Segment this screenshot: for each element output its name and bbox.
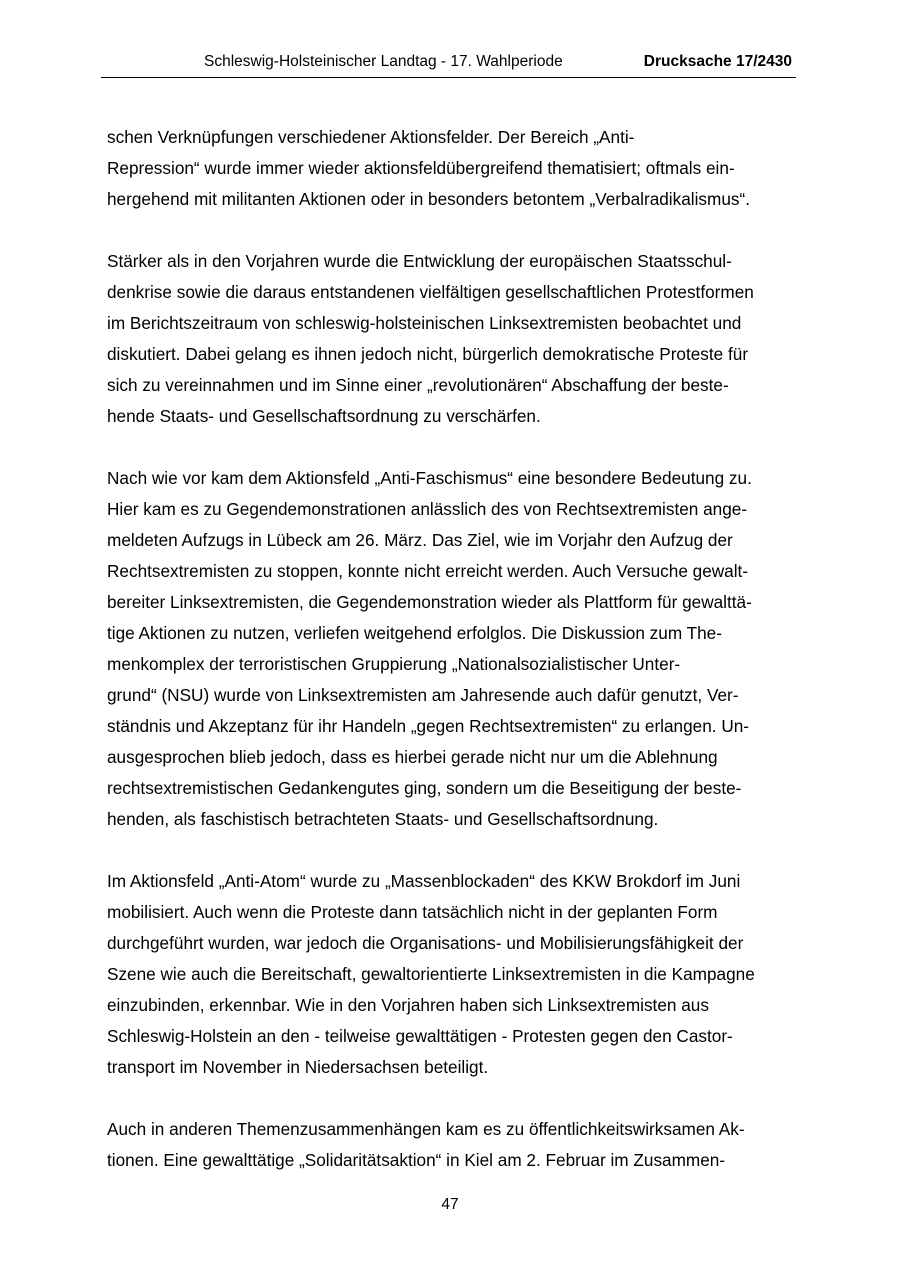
paragraph: [107, 246, 797, 432]
text-line: grund“ (NSU) wurde von Linksextremisten am Jahresende auch dafür genutzt, Ver-: [107, 685, 739, 705]
document-number: Drucksache 17/2430: [643, 53, 792, 70]
page-header: [101, 51, 796, 78]
text-line: sich zu vereinnahmen und im Sinne einer „revolutionären“ Abschaffung der beste-: [107, 375, 729, 395]
text-line: henden, als faschistisch betrachteten Staats- und Gesellschaftsordnung.: [107, 809, 659, 829]
text-line: Nach wie vor kam dem Aktionsfeld „Anti-Faschismus“ eine besondere Bedeutung zu.: [107, 468, 752, 488]
text-line: ständnis und Akzeptanz für ihr Handeln „gegen Rechtsextremisten“ zu erlangen. Un-: [107, 716, 750, 736]
text-line: Stärker als in den Vorjahren wurde die Entwicklung der europäischen Staatsschul-: [107, 251, 732, 271]
text-line: einzubinden, erkennbar. Wie in den Vorjahren haben sich Linksextremisten aus: [107, 995, 709, 1015]
text-line: Szene wie auch die Bereitschaft, gewaltorientierte Linksextremisten in die Kampagne: [107, 964, 755, 984]
text-line: tige Aktionen zu nutzen, verliefen weitgehend erfolglos. Die Diskussion zum The-: [107, 623, 722, 643]
text-line: Auch in anderen Themenzusammenhängen kam es zu öffentlichkeitswirksamen Ak-: [107, 1119, 745, 1139]
body-text: [107, 122, 797, 1176]
header-title: Schleswig-Holsteinischer Landtag - 17. Wahlperiode: [204, 53, 563, 70]
text-line: hende Staats- und Gesellschaftsordnung zu verschärfen.: [107, 406, 541, 426]
text-line: meldeten Aufzugs in Lübeck am 26. März. Das Ziel, wie im Vorjahr den Aufzug der: [107, 530, 733, 550]
paragraph: [107, 463, 797, 835]
text-line: schen Verknüpfungen verschiedener Aktionsfelder. Der Bereich „Anti-: [107, 127, 635, 147]
text-line: Rechtsextremisten zu stoppen, konnte nicht erreicht werden. Auch Versuche gewalt-: [107, 561, 749, 581]
text-line: durchgeführt wurden, war jedoch die Organisations- und Mobilisierungsfähigkeit der: [107, 933, 744, 953]
text-line: ausgesprochen blieb jedoch, dass es hierbei gerade nicht nur um die Ablehnung: [107, 747, 718, 767]
page-number: 47: [441, 1196, 459, 1213]
text-line: hergehend mit militanten Aktionen oder in besonders betontem „Verbalradikalismus“.: [107, 189, 750, 209]
text-line: Hier kam es zu Gegendemonstrationen anlässlich des von Rechtsextremisten ange-: [107, 499, 748, 519]
text-line: Repression“ wurde immer wieder aktionsfeldübergreifend thematisiert; oftmals ein-: [107, 158, 735, 178]
paragraph-gap: [107, 835, 797, 866]
text-line: Schleswig-Holstein an den - teilweise gewalttätigen - Protesten gegen den Castor-: [107, 1026, 733, 1046]
text-line: mobilisiert. Auch wenn die Proteste dann tatsächlich nicht in der geplanten Form: [107, 902, 718, 922]
paragraph-gap: [107, 432, 797, 463]
paragraph-gap: [107, 1083, 797, 1114]
paragraph: [107, 866, 797, 1083]
text-line: menkomplex der terroristischen Gruppierung „Nationalsozialistischer Unter-: [107, 654, 681, 674]
paragraph-gap: [107, 215, 797, 246]
text-line: im Berichtszeitraum von schleswig-holsteinischen Linksextremisten beobachtet und: [107, 313, 742, 333]
paragraph: [107, 1114, 797, 1176]
text-line: denkrise sowie die daraus entstandenen vielfältigen gesellschaftlichen Protestformen: [107, 282, 754, 302]
paragraph: [107, 122, 797, 215]
text-line: Im Aktionsfeld „Anti-Atom“ wurde zu „Massenblockaden“ des KKW Brokdorf im Juni: [107, 871, 741, 891]
text-line: transport im November in Niedersachsen beteiligt.: [107, 1057, 489, 1077]
text-line: diskutiert. Dabei gelang es ihnen jedoch nicht, bürgerlich demokratische Proteste für: [107, 344, 749, 364]
text-line: tionen. Eine gewalttätige „Solidaritätsaktion“ in Kiel am 2. Februar im Zusammen-: [107, 1150, 726, 1170]
text-line: bereiter Linksextremisten, die Gegendemonstration wieder als Plattform für gewalttä-: [107, 592, 752, 612]
text-line: rechtsextremistischen Gedankengutes ging, sondern um die Beseitigung der beste-: [107, 778, 742, 798]
